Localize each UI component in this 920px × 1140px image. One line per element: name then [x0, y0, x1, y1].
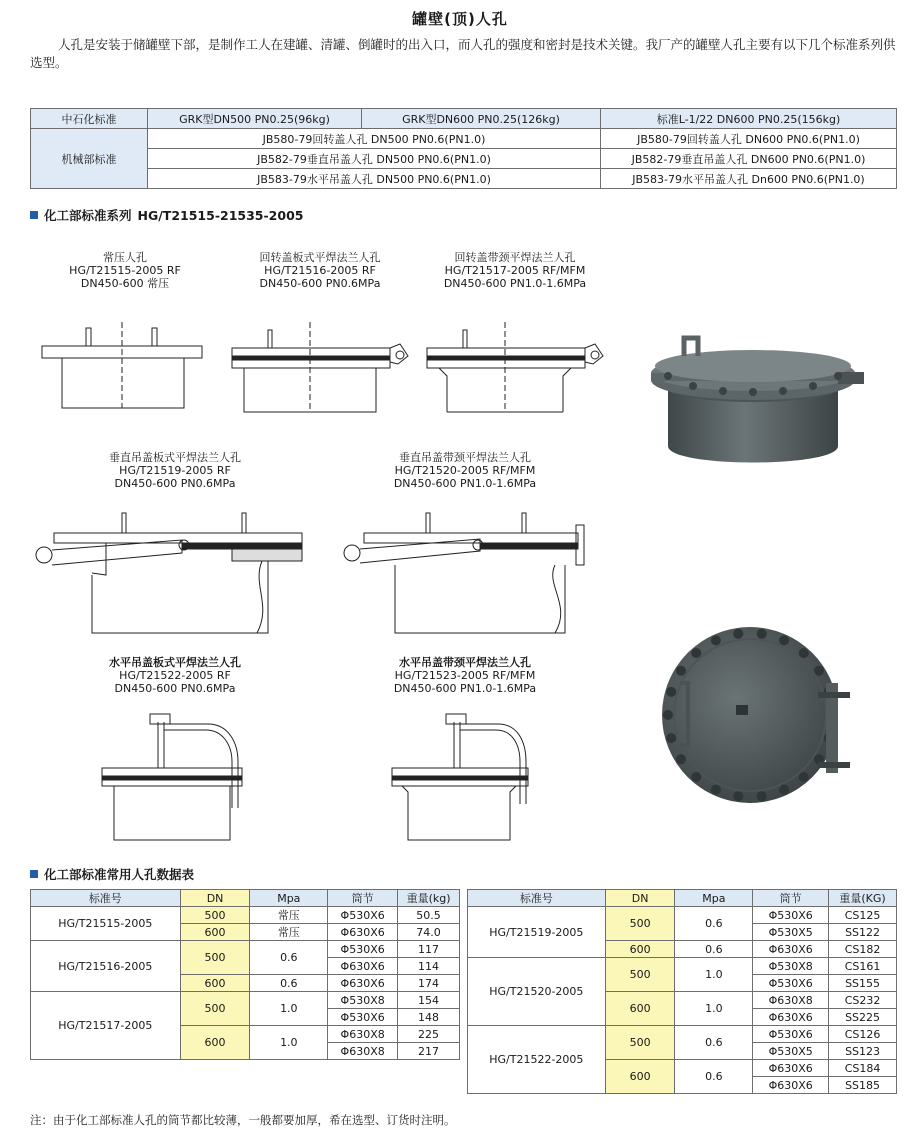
weight-cell: 225 [398, 1026, 460, 1043]
weight-cell: CS182 [829, 941, 897, 958]
standard-number-cell: HG/T21516-2005 [31, 941, 181, 992]
bolt [757, 791, 767, 801]
standard-number-cell: HG/T21520-2005 [468, 958, 606, 1026]
weight-cell: 114 [398, 958, 460, 975]
tube-cell: Φ530X6 [753, 907, 829, 924]
bolt [711, 785, 721, 795]
tube-cell: Φ530X8 [328, 992, 398, 1009]
weight-cell: 148 [398, 1009, 460, 1026]
tube-cell: Φ530X5 [753, 924, 829, 941]
section-heading: 化工部标准系列 HG/T21515-21535-2005 [30, 206, 303, 224]
mpa-cell: 1.0 [675, 992, 753, 1026]
standard-number-cell: HG/T21519-2005 [468, 907, 606, 958]
mpa-cell: 0.6 [675, 1026, 753, 1060]
weight-cell: 174 [398, 975, 460, 992]
table-row [31, 907, 460, 924]
mpa-cell: 1.0 [250, 992, 328, 1026]
weight-cell: 117 [398, 941, 460, 958]
bolt [799, 772, 809, 782]
table-cell: JB580-79回转盖人孔 DN500 PN0.6(PN1.0) [148, 129, 601, 149]
table-header-row [468, 890, 897, 907]
bolt [691, 648, 701, 658]
tube-cell: Φ530X6 [328, 1009, 398, 1026]
table-cell: JB582-79垂直吊盖人孔 DN500 PN0.6(PN1.0) [148, 149, 601, 169]
drawing-caption: 常压人孔 HG/T21515-2005 RF DN450-600 常压 [69, 251, 181, 290]
tube-cell: Φ630X8 [328, 1026, 398, 1043]
column-header: 标准号 [468, 890, 606, 907]
table-row [468, 907, 897, 924]
drawing-caption: 垂直吊盖带颈平焊法兰人孔 HG/T21520-2005 RF/MFM DN450-600 PN1.0-1.6MPa [393, 451, 537, 490]
mpa-cell: 0.6 [675, 941, 753, 958]
table-cell: JB582-79垂直吊盖人孔 DN600 PN0.6(PN1.0) [601, 149, 897, 169]
bolt [663, 710, 673, 720]
weight-cell: CS232 [829, 992, 897, 1009]
manhole-drawing-horizontal-cover-neck [388, 712, 548, 842]
table-cell: 标准L-1/22 DN600 PN0.25(156kg) [601, 109, 897, 129]
mpa-cell: 常压 [250, 907, 328, 924]
bolt [814, 666, 824, 676]
table-cell: GRK型DN500 PN0.25(96kg) [148, 109, 362, 129]
tube-cell: Φ630X6 [328, 975, 398, 992]
tube-cell: Φ630X6 [753, 1060, 829, 1077]
tube-cell: Φ630X8 [328, 1043, 398, 1060]
footnote: 注：由于化工部标准人孔的筒节都比较薄，一般都要加厚，希在选型、订货时注明。 [30, 1113, 456, 1127]
table-cell: JB583-79水平吊盖人孔 Dn600 PN0.6(PN1.0) [601, 169, 897, 189]
table-row [31, 941, 460, 958]
tube-cell: Φ530X5 [753, 1043, 829, 1060]
mpa-cell: 0.6 [250, 975, 328, 992]
weight-cell: SS122 [829, 924, 897, 941]
data-table-left [30, 889, 460, 1060]
table-row [31, 149, 897, 169]
dn-cell: 500 [605, 1026, 675, 1060]
standards-table [30, 108, 897, 189]
intro-paragraph: 人孔是安装于储罐壁下部，是制作工人在建罐、清罐、倒罐时的出入口，而人孔的强度和密封是技术关键。我厂产的罐壁人孔主要有以下几个标准系列供选型。 [30, 37, 896, 70]
bullet-square-icon [30, 870, 38, 878]
weight-cell: 154 [398, 992, 460, 1009]
weight-cell: SS155 [829, 975, 897, 992]
dn-cell: 500 [180, 992, 250, 1026]
column-header: 重量(kg) [398, 890, 460, 907]
weight-cell: SS123 [829, 1043, 897, 1060]
bolt [676, 666, 686, 676]
column-header: 筒节 [753, 890, 829, 907]
manhole-drawing-vertical-cover-plate [32, 505, 312, 635]
manhole-photo-front [658, 625, 868, 805]
bolt [733, 629, 743, 639]
bolt [799, 648, 809, 658]
data-table-right [467, 889, 897, 1094]
mpa-cell: 0.6 [675, 907, 753, 941]
dn-cell: 600 [605, 941, 675, 958]
dn-cell: 500 [180, 907, 250, 924]
tube-cell: Φ530X6 [753, 1026, 829, 1043]
dn-cell: 600 [605, 992, 675, 1026]
column-header: Mpa [675, 890, 753, 907]
tube-cell: Φ530X8 [753, 958, 829, 975]
mpa-cell: 0.6 [675, 1060, 753, 1094]
standard-number-cell: HG/T21515-2005 [31, 907, 181, 941]
table-cell: JB583-79水平吊盖人孔 DN500 PN0.6(PN1.0) [148, 169, 601, 189]
section-heading: 化工部标准常用人孔数据表 [30, 865, 194, 883]
table-row [31, 992, 460, 1009]
drawing-caption: 回转盖带颈平焊法兰人孔 HG/T21517-2005 RF/MFM DN450-600 PN1.0-1.6MPa [443, 251, 587, 290]
tube-cell: Φ630X6 [328, 924, 398, 941]
standard-number-cell: HG/T21522-2005 [468, 1026, 606, 1094]
manhole-drawing-rotating-cover-plate [228, 322, 413, 412]
bolt [779, 785, 789, 795]
column-header: 标准号 [31, 890, 181, 907]
bolt [733, 791, 743, 801]
mpa-cell: 常压 [250, 924, 328, 941]
table-row [468, 958, 897, 975]
manhole-drawing-rotating-cover-neck [423, 322, 608, 412]
tube-cell: Φ630X6 [328, 958, 398, 975]
dn-cell: 500 [605, 907, 675, 941]
mpa-cell: 0.6 [250, 941, 328, 975]
weight-cell: 50.5 [398, 907, 460, 924]
dn-cell: 600 [605, 1060, 675, 1094]
bolt [666, 687, 676, 697]
bolt [711, 635, 721, 645]
tube-cell: Φ630X6 [753, 1009, 829, 1026]
column-header: Mpa [250, 890, 328, 907]
mpa-cell: 1.0 [675, 958, 753, 992]
manhole-drawing-atmospheric [40, 322, 215, 412]
dn-cell: 600 [180, 1026, 250, 1060]
tube-cell: Φ630X6 [753, 1077, 829, 1094]
dn-cell: 500 [180, 941, 250, 975]
tube-cell: Φ630X6 [753, 941, 829, 958]
table-header-row [31, 890, 460, 907]
weight-cell: SS225 [829, 1009, 897, 1026]
table-row [31, 109, 897, 129]
column-header: 重量(KG) [829, 890, 897, 907]
tube-cell: Φ530X6 [328, 907, 398, 924]
manhole-drawing-vertical-cover-neck [340, 505, 600, 635]
table-row [31, 169, 897, 189]
bolt [779, 635, 789, 645]
drawing-caption: 回转盖板式平焊法兰人孔 HG/T21516-2005 RF DN450-600 PN0.6MPa [259, 251, 381, 290]
table-row [468, 1026, 897, 1043]
table-cell: JB580-79回转盖人孔 DN600 PN0.6(PN1.0) [601, 129, 897, 149]
column-header: DN [180, 890, 250, 907]
bolt [676, 754, 686, 764]
manhole-drawing-horizontal-cover-plate [98, 712, 258, 842]
bolt [757, 629, 767, 639]
weight-cell: CS184 [829, 1060, 897, 1077]
mpa-cell: 1.0 [250, 1026, 328, 1060]
weight-cell: CS161 [829, 958, 897, 975]
drawing-caption: 水平吊盖板式平焊法兰人孔 HG/T21522-2005 RF DN450-600 PN0.6MPa [109, 656, 241, 695]
standard-number-cell: HG/T21517-2005 [31, 992, 181, 1060]
page-title: 罐壁(顶)人孔 [412, 10, 508, 28]
drawing-caption: 垂直吊盖板式平焊法兰人孔 HG/T21519-2005 RF DN450-600 PN0.6MPa [109, 451, 241, 490]
weight-cell: CS125 [829, 907, 897, 924]
column-header: DN [605, 890, 675, 907]
dn-cell: 600 [180, 975, 250, 992]
standards-label: 机械部标准 [31, 129, 148, 189]
tube-cell: Φ530X6 [328, 941, 398, 958]
weight-cell: SS185 [829, 1077, 897, 1094]
tube-cell: Φ630X8 [753, 992, 829, 1009]
table-row [31, 129, 897, 149]
tube-cell: Φ530X6 [753, 975, 829, 992]
weight-cell: 74.0 [398, 924, 460, 941]
dn-cell: 500 [605, 958, 675, 992]
weight-cell: CS126 [829, 1026, 897, 1043]
bolt [666, 733, 676, 743]
dn-cell: 600 [180, 924, 250, 941]
standards-label: 中石化标准 [31, 109, 148, 129]
bolt [691, 772, 701, 782]
drawing-caption: 水平吊盖带颈平焊法兰人孔 HG/T21523-2005 RF/MFM DN450-600 PN1.0-1.6MPa [393, 656, 537, 695]
manhole-photo-side [638, 328, 868, 478]
column-header: 筒节 [328, 890, 398, 907]
bullet-square-icon [30, 211, 38, 219]
table-cell: GRK型DN600 PN0.25(126kg) [362, 109, 601, 129]
weight-cell: 217 [398, 1043, 460, 1060]
